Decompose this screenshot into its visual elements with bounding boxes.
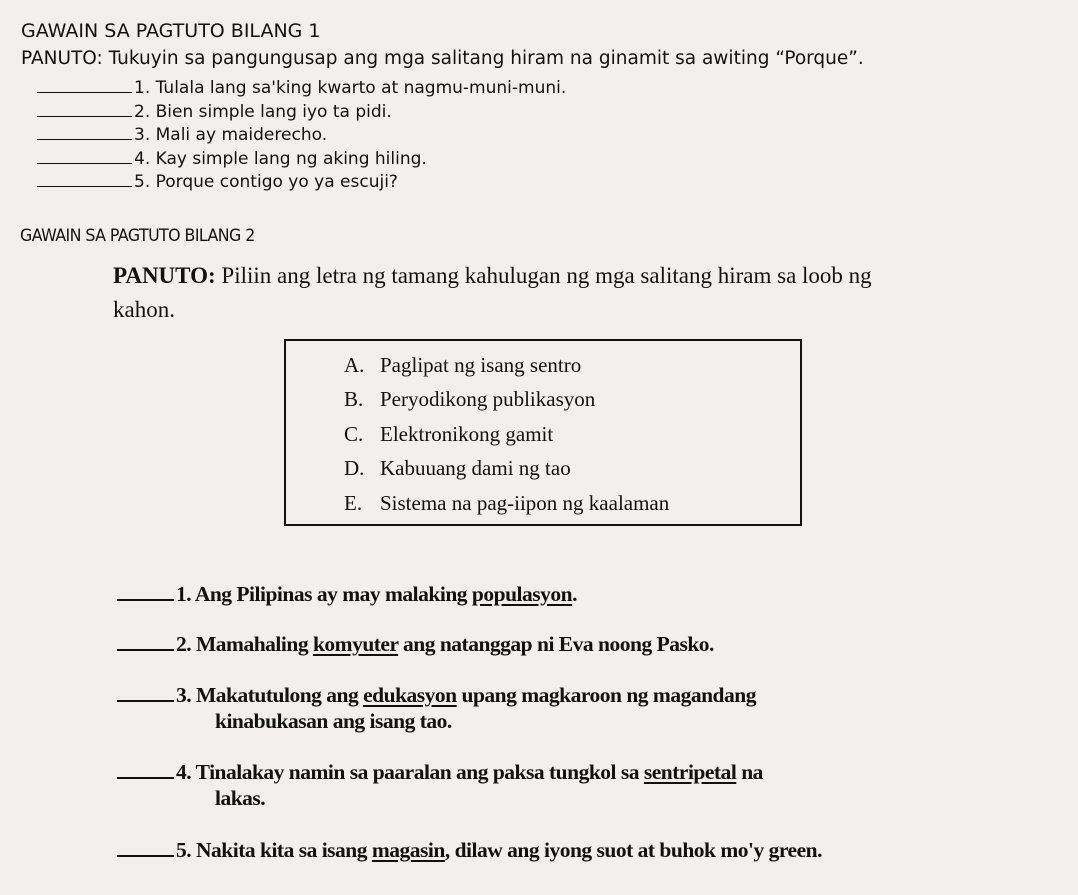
answer-blank[interactable] bbox=[117, 583, 174, 601]
answer-blank[interactable] bbox=[117, 684, 174, 702]
answer-blank[interactable] bbox=[37, 78, 132, 93]
gawain-2-instruction-cont: kahon. bbox=[113, 297, 175, 322]
gawain-1-instruction: PANUTO: Tukuyin sa pangungusap ang mga salitang hiram na ginamit sa awiting “Porque”. bbox=[21, 48, 864, 69]
list-item bbox=[37, 149, 427, 169]
instruction-text: Piliin ang letra ng tamang kahulugan ng mga salitang hiram sa loob ng bbox=[215, 263, 872, 288]
answer-blank[interactable] bbox=[117, 761, 174, 779]
answer-blank[interactable] bbox=[37, 102, 132, 117]
borrowed-word: sentripetal bbox=[643, 760, 737, 784]
list-item bbox=[117, 760, 763, 785]
choice-text: Sistema na pag-iipon ng kaalaman bbox=[380, 491, 670, 515]
answer-blank[interactable] bbox=[37, 149, 132, 164]
answer-blank[interactable] bbox=[37, 172, 132, 187]
choice-letter: A. bbox=[344, 353, 365, 377]
borrowed-word: populasyon bbox=[471, 582, 573, 606]
list-item bbox=[117, 838, 822, 863]
choice-letter: C. bbox=[344, 422, 364, 446]
choice-letter: D. bbox=[344, 456, 365, 480]
answer-blank[interactable] bbox=[117, 633, 174, 651]
item-text: 2. Bien simple lang iyo ta pidi. bbox=[134, 102, 392, 122]
item-text: 2. Mamahaling bbox=[176, 632, 313, 656]
list-item bbox=[37, 78, 566, 98]
answer-blank[interactable] bbox=[117, 839, 174, 857]
choice-a bbox=[344, 353, 581, 378]
answer-blank[interactable] bbox=[37, 125, 132, 140]
choice-letter: B. bbox=[344, 387, 364, 411]
item-text: upang magkaroon ng magandang bbox=[456, 683, 756, 707]
choices-box bbox=[284, 339, 802, 526]
borrowed-word: magasin bbox=[371, 838, 445, 862]
choice-c bbox=[344, 422, 553, 447]
item-text: na bbox=[736, 760, 763, 784]
choice-text: Elektronikong gamit bbox=[380, 422, 554, 446]
gawain-1-title: GAWAIN SA PAGTUTO BILANG 1 bbox=[21, 20, 321, 42]
choice-b bbox=[344, 387, 595, 412]
list-item bbox=[117, 582, 577, 607]
instruction-label: PANUTO: bbox=[113, 263, 216, 288]
borrowed-word: edukasyon bbox=[363, 683, 457, 707]
item-text: 3. Mali ay maiderecho. bbox=[134, 125, 328, 145]
gawain-2-instruction bbox=[113, 263, 872, 289]
item-text: 1. Tulala lang sa'king kwarto at nagmu-muni-muni. bbox=[134, 78, 567, 98]
item-text: 5. Nakita kita sa isang bbox=[176, 838, 372, 862]
choice-text: Paglipat ng isang sentro bbox=[380, 353, 582, 377]
list-item bbox=[37, 102, 392, 122]
choice-e bbox=[344, 491, 669, 516]
borrowed-word: komyuter bbox=[312, 632, 399, 656]
item-text: 3. Makatutulong ang bbox=[176, 683, 364, 707]
item-text: 4. Kay simple lang ng aking hiling. bbox=[134, 149, 427, 169]
choice-letter: E. bbox=[344, 491, 363, 515]
list-item bbox=[37, 172, 398, 192]
choice-text: Kabuuang dami ng tao bbox=[380, 456, 571, 480]
list-item bbox=[117, 632, 714, 657]
list-item bbox=[117, 683, 756, 708]
choice-text: Peryodikong publikasyon bbox=[380, 387, 596, 411]
gawain-2-title: GAWAIN SA PAGTUTO BILANG 2 bbox=[20, 226, 255, 246]
item-continuation: kinabukasan ang isang tao. bbox=[215, 709, 452, 733]
item-text: 5. Porque contigo yo ya escuji? bbox=[134, 172, 398, 192]
list-item bbox=[37, 125, 327, 145]
choice-d bbox=[344, 456, 571, 481]
item-text: ang natanggap ni Eva noong Pasko. bbox=[398, 632, 714, 656]
item-text: , dilaw ang iyong suot at buhok mo'y green. bbox=[444, 838, 822, 862]
item-continuation: lakas. bbox=[215, 786, 266, 810]
item-text: 1. Ang Pilipinas ay may malaking bbox=[176, 582, 472, 606]
item-text: . bbox=[572, 582, 577, 606]
item-text: 4. Tinalakay namin sa paaralan ang paksa tungkol sa bbox=[176, 760, 644, 784]
